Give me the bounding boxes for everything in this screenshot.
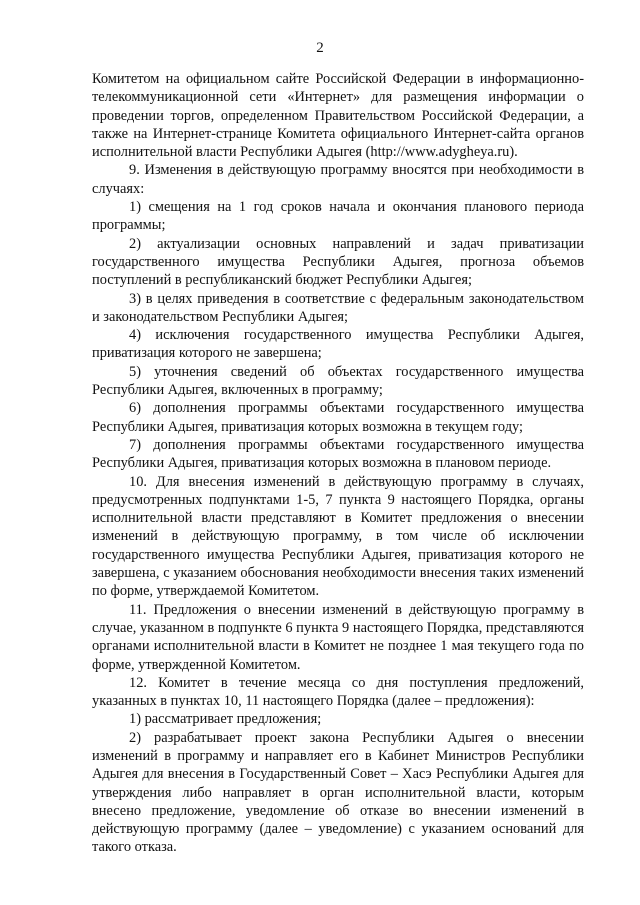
paragraph-item-9-5: 5) уточнения сведений об объектах государственного имущества Республики Адыгея, включенных в программу; <box>92 363 584 399</box>
paragraph-item-10: 10. Для внесения изменений в действующую программу в случаях, предусмотренных подпунктами 1-5, 7 пункта 9 настоящего Порядка, органы исполнительной власти представляют в Комитет предложения о внесении изменений в действующую программу, в том числе об исключении государственного имущества Республики Адыгея, приватизация которого не завершена, с указанием обоснования необходимости внесения таких изменений по форме, утверждаемой Комитетом. <box>92 473 584 600</box>
paragraph-item-12-1: 1) рассматривает предложения; <box>129 711 322 728</box>
document-body <box>92 70 584 857</box>
page-number: 2 <box>316 40 324 56</box>
paragraph-continuation: Комитетом на официальном сайте Российской Федерации в информационно-телекоммуникационной сети «Интернет» для размещения информации о проведении торгов, определенном Правительством Российской Федерации, а также на Интернет-странице Комитета официального Интернет-сайта органов исполнительной власти Республики Адыгея (http://www.adygheya.ru). <box>92 71 584 161</box>
paragraph-item-12: 12. Комитет в течение месяца со дня поступления предложений, указанных в пунктах 10, 11 настоящего Порядка (далее – предложения): <box>92 674 584 710</box>
paragraph-item-9-7: 7) дополнения программы объектами государственного имущества Республики Адыгея, приватизация которых возможна в плановом периоде. <box>92 436 584 472</box>
paragraph-item-12-2: 2) разрабатывает проект закона Республики Адыгея о внесении изменений в программу и направляет его в Кабинет Министров Республики Адыгея для внесения в Государственный Совет – Хасэ Республики Адыгея для утверждения либо направляет в орган исполнительной власти, которым внесено предложение, уведомление об отказе во внесении изменений в действующую программу (далее – уведомление) с указанием оснований для такого отказа. <box>92 729 584 856</box>
paragraph-item-11: 11. Предложения о внесении изменений в действующую программу в случае, указанном в подпункте 6 пункта 9 настоящего Порядка, представляются органами исполнительной власти в Комитет не позднее 1 мая текущего года по форме, утвержденной Комитетом. <box>92 601 584 673</box>
paragraph-item-9-2: 2) актуализации основных направлений и задач приватизации государственного имущества Республики Адыгея, прогноза объемов поступлений в республиканский бюджет Республики Адыгея; <box>92 235 584 289</box>
paragraph-item-9: 9. Изменения в действующую программу вносятся при необходимости в случаях: <box>92 162 584 197</box>
paragraph-item-9-4: 4) исключения государственного имущества Республики Адыгея, приватизация которого не завершена; <box>92 327 584 362</box>
paragraph-item-9-1: 1) смещения на 1 год сроков начала и окончания планового периода программы; <box>92 199 584 234</box>
paragraph-item-9-6: 6) дополнения программы объектами государственного имущества Республики Адыгея, приватизация которых возможна в текущем году; <box>92 400 584 435</box>
paragraph-item-9-3: 3) в целях приведения в соответствие с федеральным законодательством и законодательством Республики Адыгея; <box>92 290 584 325</box>
